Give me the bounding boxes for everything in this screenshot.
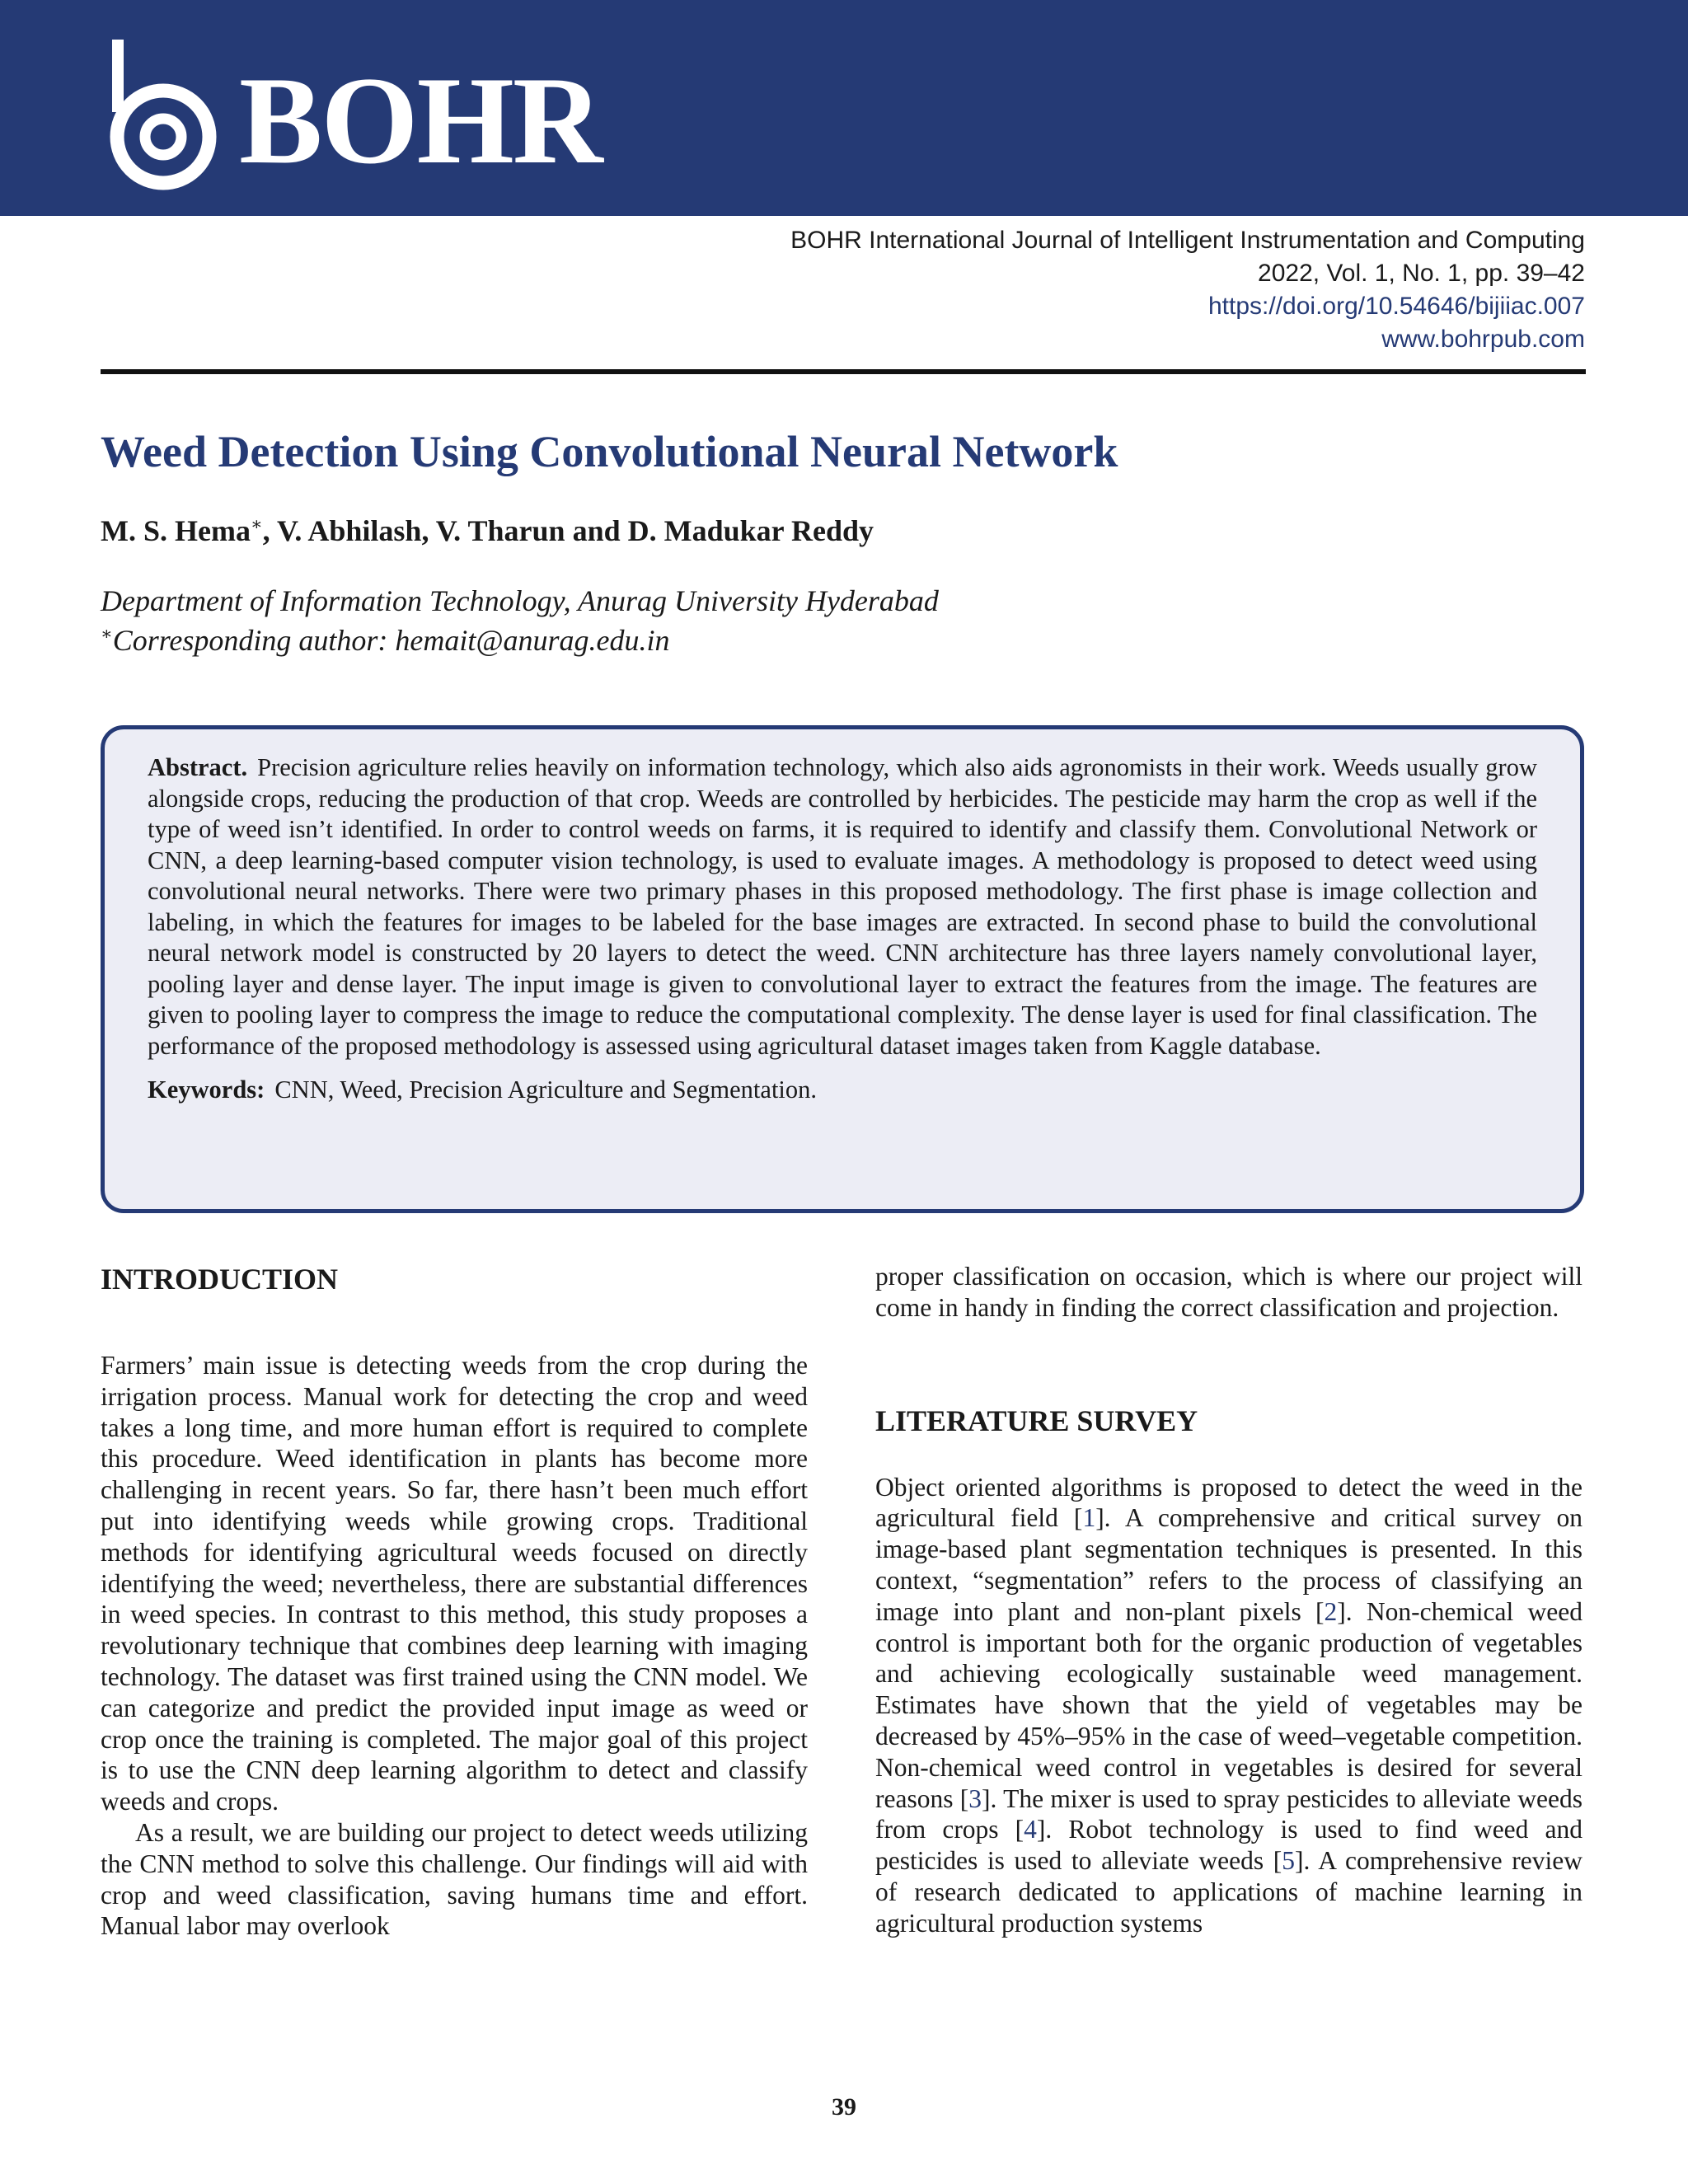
journal-meta (431, 224, 1585, 356)
abstract-body: Precision agriculture relies heavily on information technology, which also aids agronomists in their work. Weeds usually grow alongside crops, reducing the production of that crop. Weeds are controlled by herbicides. The pesticide may harm the crop as well if the type of weed isn’t identified. In order to control weeds on farms, it is required to identify and classify them. Convolutional Network or CNN, a deep learning-based computer vision technology, is used to evaluate images. A methodology is proposed to detect weed using convolutional neural networks. There were two primary phases in this proposed methodology. The first phase is image collection and labeling, in which the features for images to be labeled for the base images are extracted. In second phase to build the convolutional neural network model is constructed by 20 layers to detect the weed. CNN architecture has three layers namely convolutional layer, pooling layer and dense layer. The input image is given to convolutional layer to extract the features from the image. The features are given to pooling layer to compress the image to reduce the computational complexity. The dense layer is used for final classification. The performance of the proposed methodology is assessed using agricultural dataset images taken from Kaggle database. (148, 753, 1537, 1060)
keywords-label: Keywords: (148, 1076, 265, 1104)
affiliation-block (101, 581, 939, 660)
abstract-box (101, 725, 1584, 1213)
citation-5[interactable]: 5 (1282, 1846, 1296, 1876)
literature-survey-heading: LITERATURE SURVEY (875, 1404, 1198, 1437)
page-number: 39 (832, 2093, 856, 2121)
keywords-list: CNN, Weed, Precision Agriculture and Segmentation. (274, 1076, 818, 1104)
website-link[interactable]: www.bohrpub.com (1381, 326, 1585, 353)
bohr-logo-icon (96, 40, 236, 192)
affiliation: Department of Information Technology, Anurag University Hyderabad (101, 584, 939, 617)
citation-3[interactable]: 3 (968, 1783, 982, 1813)
abstract (148, 752, 1537, 1062)
author-list (101, 513, 874, 549)
literature-text-5: ]. Robot technology is used to find weed and pesticides is used to alleviate weeds [ (875, 1815, 1582, 1876)
header-banner (0, 0, 1688, 216)
citation-1[interactable]: 1 (1082, 1503, 1096, 1533)
introduction-heading: INTRODUCTION (101, 1263, 339, 1296)
right-column (875, 1261, 1582, 1939)
literature-survey-paragraph (875, 1472, 1582, 1939)
corresponding-star: ∗ (101, 624, 113, 644)
other-authors: , V. Abhilash, V. Tharun and D. Madukar Reddy (262, 514, 874, 547)
literature-text-4: ]. The mixer is used to spray pesticides to alleviate weeds from crops [ (875, 1783, 1582, 1844)
left-column (101, 1261, 808, 1942)
abstract-label: Abstract. (148, 753, 248, 781)
journal-name: BOHR International Journal of Intelligent Instrumentation and Computing (790, 227, 1585, 254)
citation-2[interactable]: 2 (1324, 1596, 1338, 1626)
introduction-paragraph-1: Farmers’ main issue is detecting weeds from the crop during the irrigation process. Manual work for detecting the crop and weed takes a long time, and more human effort is required to complete this procedure. Weed identification in plants has become more challenging in recent years. So far, there hasn’t been much effort put into identifying weeds while growing crops. Traditional methods for identifying agricultural weeds focused on directly identifying the weed; nevertheless, there are substantial differences in weed species. In contrast to this method, this study proposes a revolutionary technique that combines deep learning with imaging technology. The dataset was first trained using the CNN model. We can categorize and predict the provided input image as weed or crop once the training is completed. The major goal of this project is to use the CNN deep learning algorithm to detect and classify weeds and crops. (101, 1351, 808, 1816)
literature-text-2: ]. A comprehensive and critical survey on image-based plant segmentation techniques is presented. In this context, “segmentation” refers to the process of classifying an image into plant and non-plant pixels [ (875, 1503, 1582, 1626)
corresponding-email: Corresponding author: hemait@anurag.edu.in (112, 624, 670, 657)
introduction-paragraph-2-continued: proper classification on occasion, which is where our project will come in handy in finding the correct classification and projection. (875, 1262, 1582, 1322)
literature-text-1: Object oriented algorithms is proposed to detect the weed in the agricultural field [ (875, 1472, 1582, 1533)
header-divider (101, 369, 1586, 374)
first-author: M. S. Hema (101, 514, 251, 547)
keywords (148, 1075, 1537, 1106)
doi-link[interactable]: https://doi.org/10.54646/bijiiac.007 (1208, 293, 1585, 320)
paper-title: Weed Detection Using Convolutional Neural Network (101, 427, 1118, 476)
literature-text-3: ]. Non-chemical weed control is important both for the organic production of vegetables and achieving ecologically sustainable weed management. Estimates have shown that the yield of vegetables may be decreased by 45%–95% in the case of weed–vegetable competition. Non-chemical weed control in vegetables is desired for several reasons [ (875, 1596, 1582, 1813)
journal-issue: 2022, Vol. 1, No. 1, pp. 39–42 (1258, 260, 1585, 287)
corresponding-marker: ∗ (250, 514, 263, 535)
literature-text-6: ]. A comprehensive review of research dedicated to applications of machine learning in agricultural production systems (875, 1846, 1583, 1938)
corresponding-author (101, 621, 939, 660)
citation-4[interactable]: 4 (1024, 1815, 1037, 1844)
introduction-paragraph-2: As a result, we are building our project to detect weeds utilizing the CNN method to solve this challenge. Our findings will aid with crop and weed classification, saving humans time and effort. Manual labor may overlook (101, 1817, 808, 1941)
bohr-logo-text: BOHR (239, 51, 602, 190)
